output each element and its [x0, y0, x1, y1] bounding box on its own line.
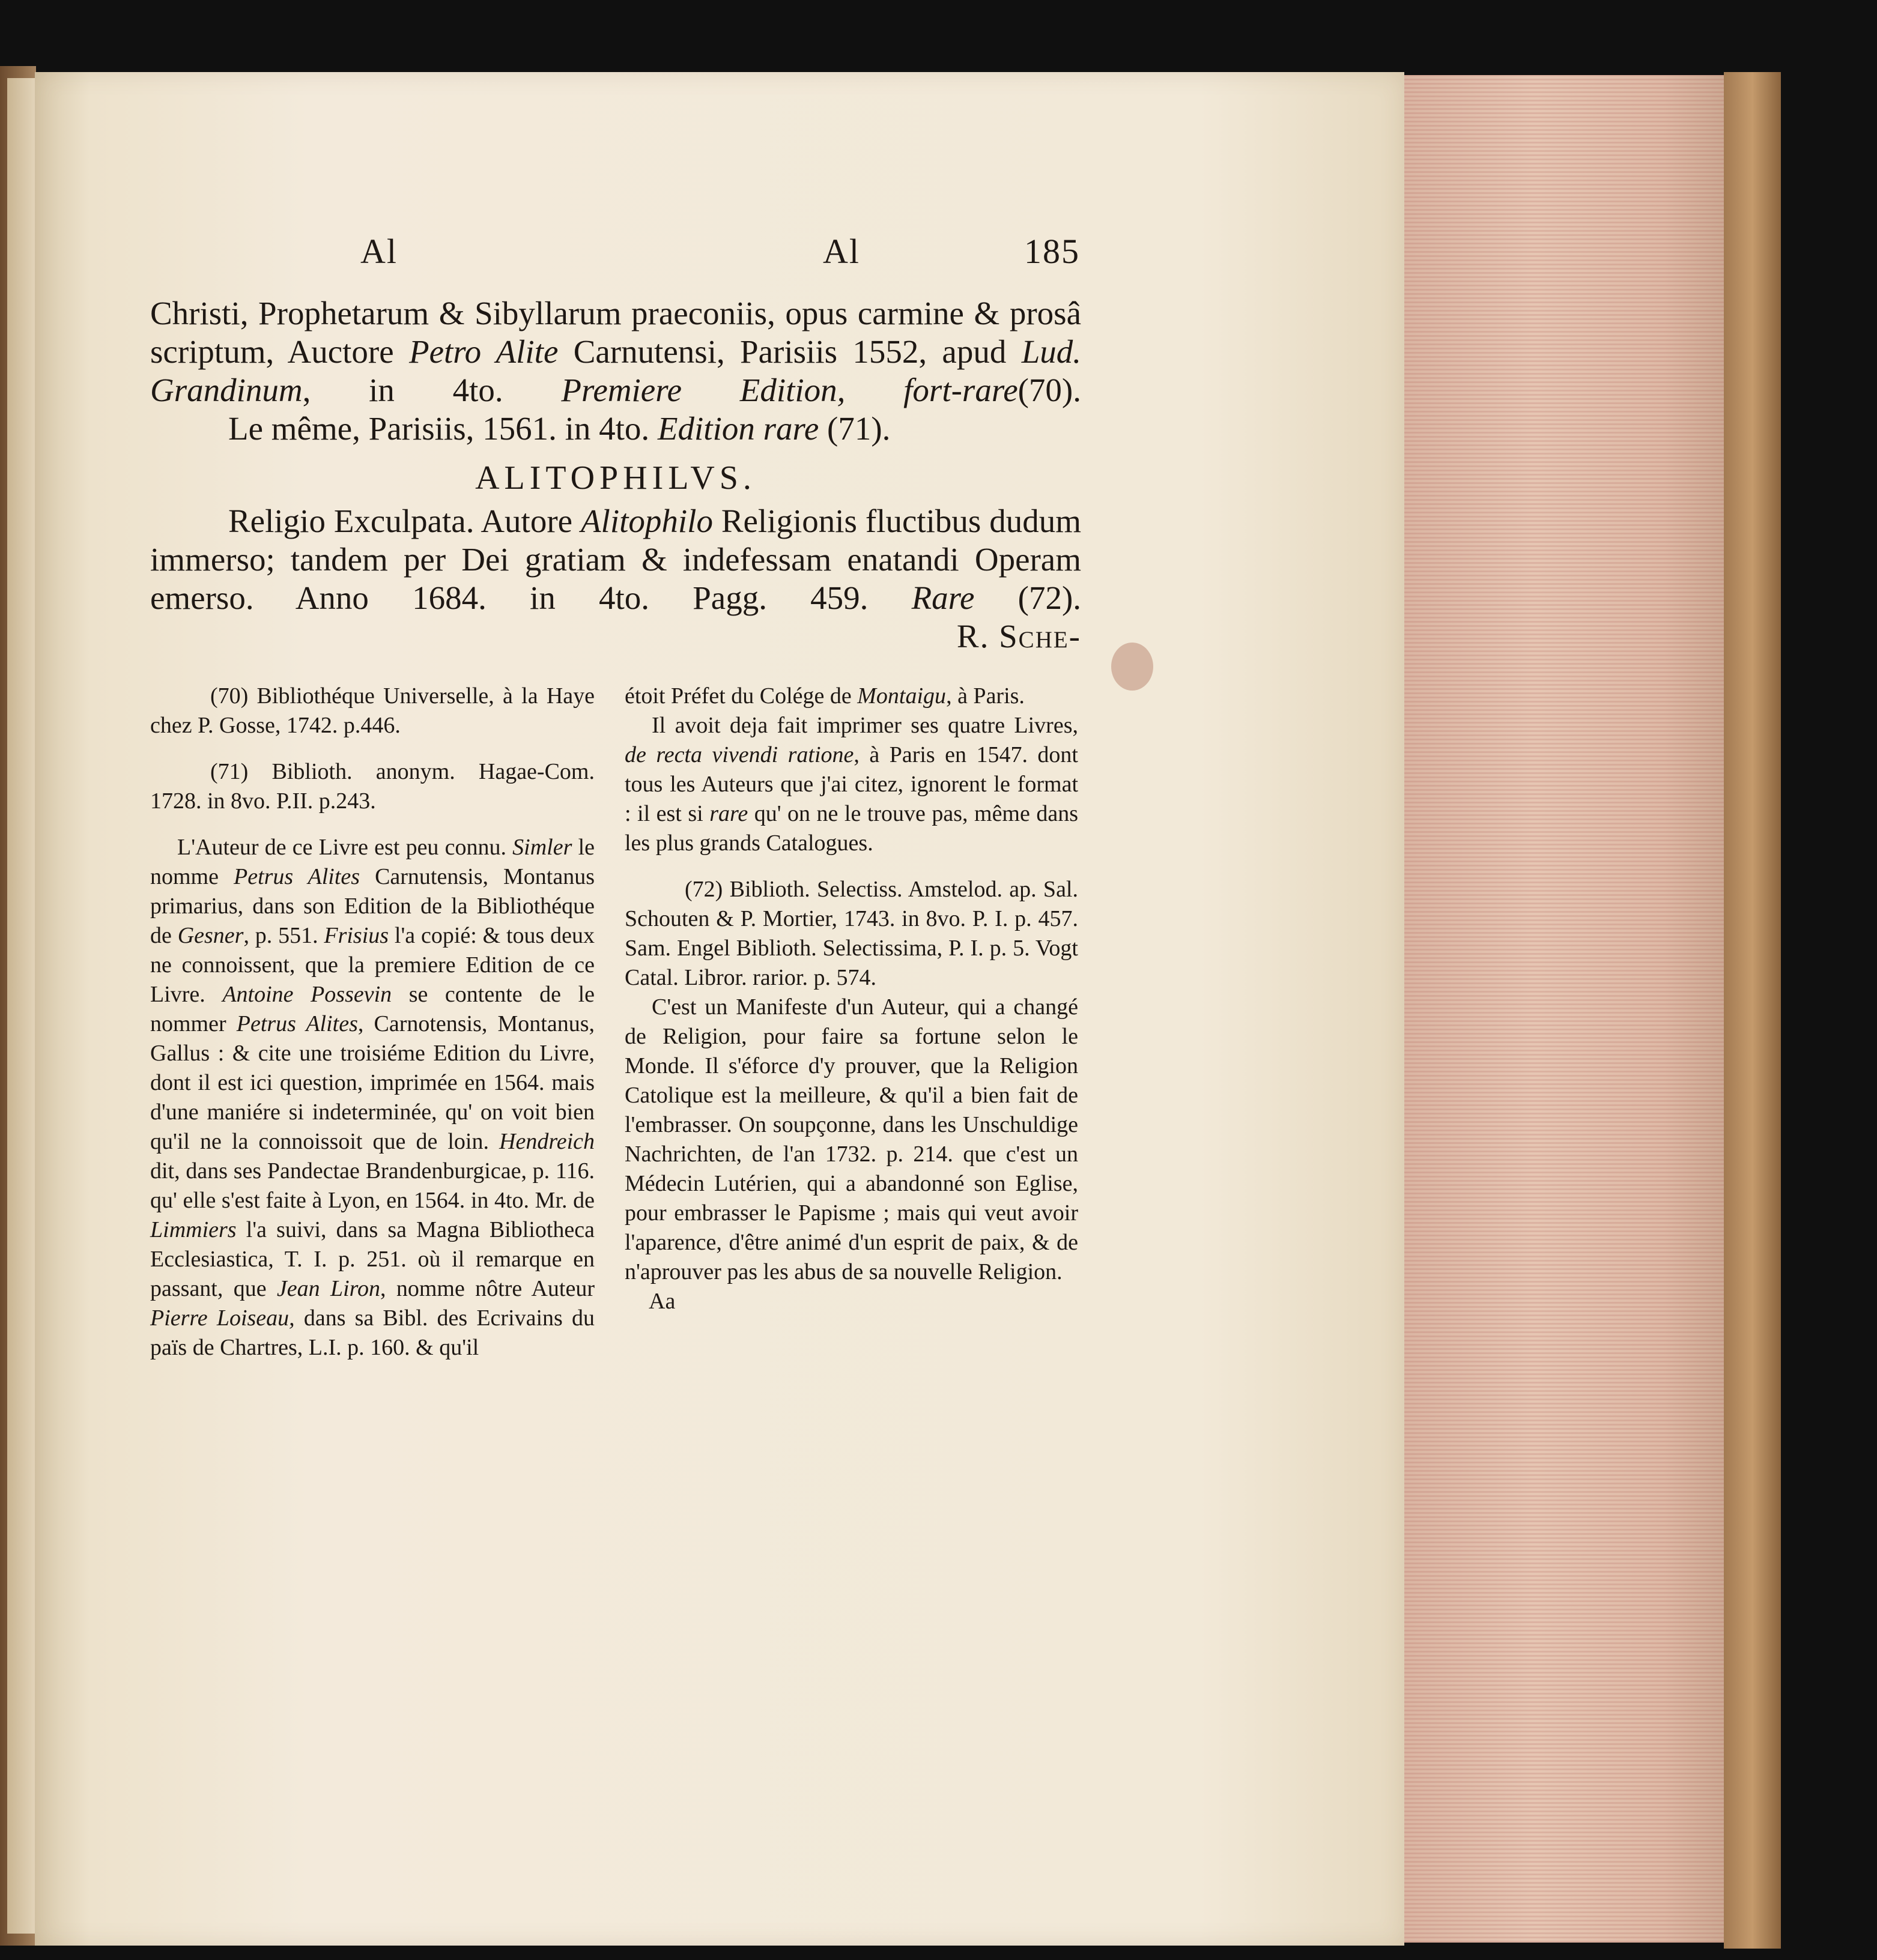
note-continuation: étoit Préfet du Colége de Montaigu, à Paris.: [625, 683, 1025, 709]
second-edition-line: Le même, Parisiis, 1561. in 4to. Edition rare (71).: [228, 410, 891, 447]
stain-spot: [1111, 643, 1153, 691]
note-paragraph-author: L'Auteur de ce Livre est peu connu. Simler le nomme Petrus Alites Carnutensis, Montanus primarius, dans son Edition de la Bibliothéque de Gesner, p. 551. Frisius l'a copié: & tous deux ne connoissent, que la premiere Edition de ce Livre. Antoine Possevin se contente de le nommer Petrus Alites, Carnotensis, Montanus, Gallus : & cite une troisiéme Edition du Livre, dont il est ici question, imprimée en 1564. mais d'une maniére si indeterminée, qu' on voit bien qu'il ne la connoissoit que de loin. Hendreich dit, dans ses Pandectae Brandenburgicae, p. 116. qu' elle s'est faite à Lyon, en 1564. in 4to. Mr. de Limmiers l'a suivi, dans sa Magna Bibliotheca Ecclesiastica, T. I. p. 251. où il remarque en passant, que Jean Liron, nomme nôtre Auteur Pierre Loiseau, dans sa Bibl. des Ecrivains du païs de Chartres, L.I. p. 160. & qu'il: [150, 835, 595, 1360]
footnote-72: (72) Biblioth. Selectiss. Amstelod. ap. Sal. Schouten & P. Mortier, 1743. in 8vo. P. I. p. 457. Sam. Engel Biblioth. Selectissima, P. I. p. 5. Vogt Catal. Libror. rarior. p. 574.: [625, 877, 1078, 990]
entry-alitophilus: Religio Exculpata. Autore Alitophilo Religionis fluctibus dudum immerso; tandem per Dei gratiam & indefessam enatandi Operam emerso. Anno 1684. in 4to. Pagg. 459. Rare (72).: [150, 503, 1082, 616]
footnote-70: (70) Bibliothéque Universelle, à la Haye chez P. Gosse, 1742. p.446.: [150, 683, 595, 738]
note-paragraph-livres: Il avoit deja fait imprimer ses quatre Livres, de recta vivendi ratione, à Paris en 1547. dont tous les Auteurs que j'ai citez, ignorent le format : il est si rare qu' on ne le trouve pas, même dans les plus grands Catalogues.: [625, 713, 1079, 856]
page-number: 185: [1024, 232, 1080, 271]
footnote-71: (71) Biblioth. anonym. Hagae-Com. 1728. in 8vo. P.II. p.243.: [150, 759, 595, 814]
notes-right-column: [625, 682, 1078, 1316]
running-head-center: Al: [823, 232, 860, 271]
catchword: R. Sche-: [956, 618, 1081, 655]
note-paragraph-manifeste: C'est un Manifeste d'un Auteur, qui a changé de Religion, pour faire sa fortune selon le Monde. Il s'éforce d'y prouver, que la Religion Catolique est la meilleure, & qu'il a bien fait de l'embrasser. On soupçonne, dans les Unschuldige Nachrichten, de l'an 1732. p. 214. que c'est un Médecin Lutérien, qui a abandonné son Eglise, pour embrasser le Papisme ; mais qui veut avoir l'aparence, d'être animé d'un esprit de paix, & de n'aprouver pas les abus de sa nouvelle Religion.: [625, 994, 1078, 1284]
entry-continuation: Christi, Prophetarum & Sibyllarum praeconiis, opus carmine & prosâ scriptum, Auctore Petro Alite Carnutensi, Parisiis 1552, apud Lud. Grandinum, in 4to. Premiere Edition, fort-rare(70).: [150, 295, 1082, 408]
entry-heading: ALITOPHILVS.: [475, 459, 756, 497]
left-page-edge: [7, 78, 37, 1934]
running-head-left: Al: [360, 232, 398, 271]
notes-left-column: [150, 682, 595, 1363]
main-text: [150, 294, 1081, 656]
right-cover-board: [1724, 72, 1781, 1949]
signature-mark: Aa: [649, 1289, 676, 1314]
page-fore-edge: [1404, 75, 1729, 1943]
